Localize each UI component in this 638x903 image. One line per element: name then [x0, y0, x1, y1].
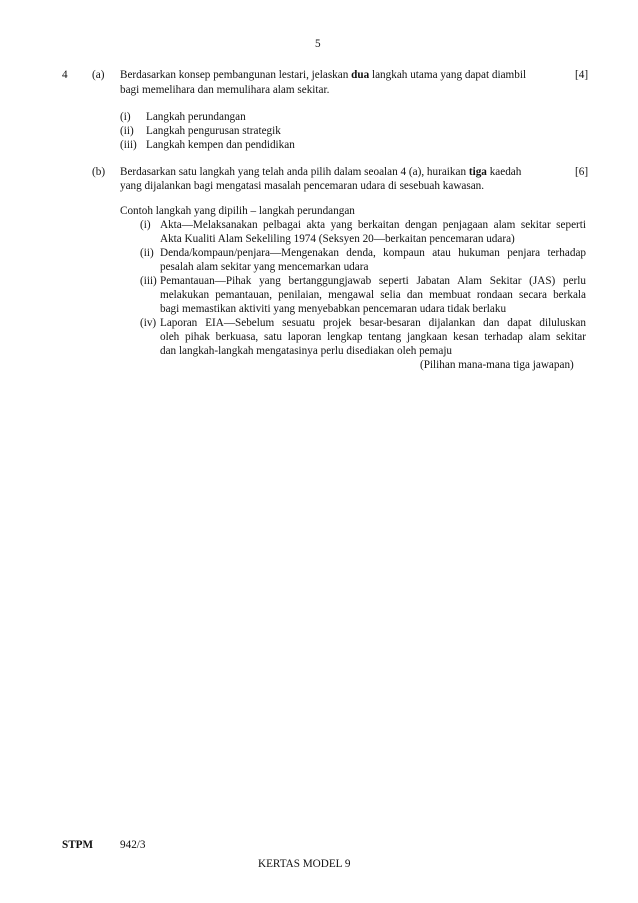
- answer-item-line: Akta Kualiti Alam Sekeliling 1974 (Seksyen 20—berkaitan pencemaran udara): [160, 233, 515, 245]
- answer-note: (Pilihan mana-mana tiga jawapan): [420, 359, 574, 371]
- footer-code: 942/3: [120, 839, 146, 851]
- footer-paper: KERTAS MODEL 9: [258, 858, 351, 870]
- part-a-line1: [120, 68, 526, 82]
- answer-item-line: bagi memastikan aktiviti yang menyebabkan pencemaran udara tidak berlaku: [160, 303, 507, 315]
- part-b-keyword: tiga: [468, 166, 487, 178]
- question-number: 4: [62, 69, 68, 81]
- page-number: 5: [315, 38, 321, 50]
- part-a-line1-post: langkah utama yang dapat diambil: [369, 69, 527, 81]
- part-b-line1: [120, 165, 521, 179]
- answer-item-num: (ii): [140, 247, 154, 259]
- part-a-line2: bagi memelihara dan memulihara alam sekitar.: [120, 84, 330, 96]
- answer-item-line: melakukan pemantauan, penilaian, mengawal selia dan membuat rondaan secara berkala: [160, 289, 586, 301]
- part-b-line1-pre: Berdasarkan satu langkah yang telah anda pilih dalam seoalan 4 (a), huraikan: [120, 166, 469, 178]
- part-a-answer-text: Langkah perundangan: [146, 111, 246, 123]
- part-a-label: (a): [92, 69, 105, 81]
- part-a-answer-num: (iii): [120, 139, 137, 151]
- footer-exam: STPM: [62, 839, 94, 851]
- part-a-answer-num: (i): [120, 111, 131, 123]
- answer-item-line: Laporan EIA—Sebelum sesuatu projek besar-besaran dijalankan dan dapat diluluskan: [160, 317, 586, 329]
- answer-item-num: (iv): [140, 317, 157, 329]
- answer-item-line: Akta—Melaksanakan pelbagai akta yang berkaitan dengan penjagaan alam sekitar seperti: [160, 219, 586, 231]
- answer-item-line: dan langkah-langkah mengatasinya perlu disediakan oleh pemaju: [160, 345, 453, 357]
- part-a-answer-text: Langkah pengurusan strategik: [146, 125, 281, 137]
- answer-item-line: Denda/kompaun/penjara—Mengenakan denda, kompaun atau hukuman penjara terhadap: [160, 247, 586, 259]
- part-a-marks: [4]: [575, 69, 589, 81]
- example-intro: Contoh langkah yang dipilih – langkah perundangan: [120, 205, 355, 217]
- part-b-line2: yang dijalankan bagi mengatasi masalah pencemaran udara di sesebuah kawasan.: [120, 180, 485, 192]
- part-a-keyword: dua: [351, 69, 370, 81]
- part-b-marks: [6]: [575, 166, 589, 178]
- part-b-line1-post: kaedah: [486, 166, 522, 178]
- answer-item-line: oleh pihak berkuasa, satu laporan lengkap tentang jangkaan kesan terhadap alam sekitar: [160, 331, 586, 343]
- part-a-answer-num: (ii): [120, 125, 134, 137]
- answer-item-num: (i): [140, 219, 151, 231]
- part-b-label: (b): [92, 166, 106, 178]
- answer-item-line: Pemantauan—Pihak yang bertanggungjawab seperti Jabatan Alam Sekitar (JAS) perlu: [160, 275, 586, 287]
- part-a-answer-text: Langkah kempen dan pendidikan: [146, 139, 295, 151]
- answer-item-num: (iii): [140, 275, 157, 287]
- answer-item-line: pesalah alam sekitar yang mencemarkan udara: [160, 261, 369, 273]
- part-a-line1-pre: Berdasarkan konsep pembangunan lestari, jelaskan: [120, 69, 352, 81]
